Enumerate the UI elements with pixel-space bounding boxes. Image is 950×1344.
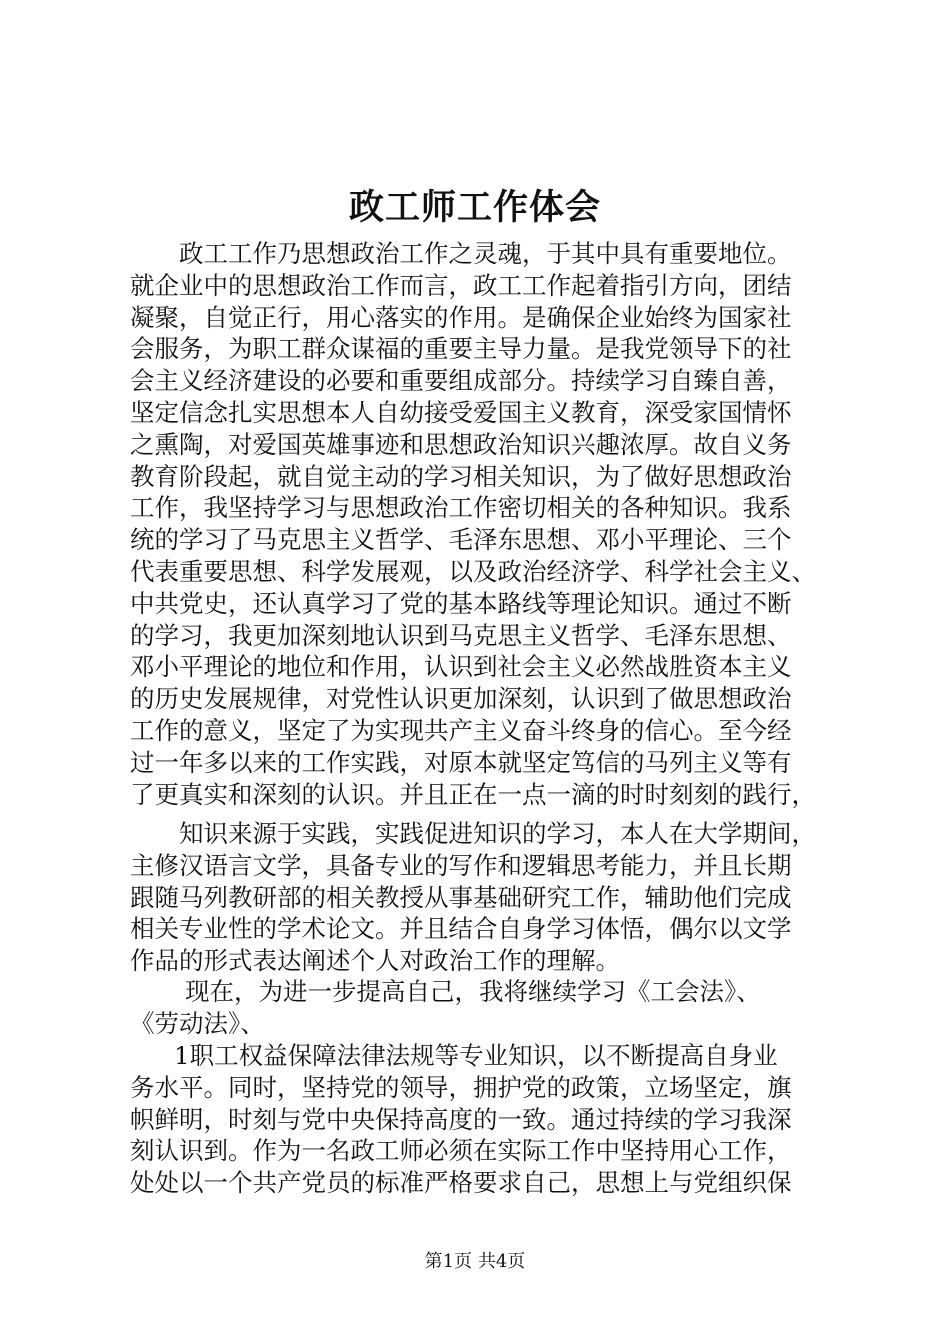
paragraph-3: [130, 976, 835, 1040]
text-line: 就企业中的思想政治工作而言，政工工作起着指引方向，团结: [130, 270, 792, 300]
text-line: 凝聚，自觉正行，用心落实的作用。是确保企业始终为国家社: [130, 302, 792, 332]
paragraph-2: [130, 818, 835, 977]
text-line: 务水平。同时，坚持党的领导，拥护党的政策，立场坚定，旗: [130, 1072, 792, 1102]
text-line: 帜鲜明，时刻与党中央保持高度的一致。通过持续的学习我深: [130, 1104, 792, 1134]
paragraph-1: [130, 238, 835, 810]
document-title: 政工师工作体会: [348, 187, 601, 228]
page-footer: 第1页 共4页: [424, 1251, 526, 1272]
text-line: 知识来源于实践，实践促进知识的学习，本人在大学期间，: [179, 819, 816, 848]
text-line: 主修汉语言文学，具备专业的写作和逻辑思考能力，并且长期: [130, 850, 792, 880]
text-line: 中共党史，还认真学习了党的基本路线等理论知识。通过不断: [130, 588, 792, 618]
text-line: 《劳动法》、: [130, 1008, 265, 1038]
text-line: 了更真实和深刻的认识。并且正在一点一滴的时时刻刻的践行，: [130, 779, 816, 809]
text-line: 作品的形式表达阐述个人对政治工作的理解。: [130, 946, 620, 976]
text-line: 邓小平理论的地位和作用，认识到社会主义必然战胜资本主义: [130, 652, 792, 682]
text-line: 教育阶段起，就自觉主动的学习相关知识，为了做好思想政治: [130, 461, 792, 491]
text-line: 会主义经济建设的必要和重要组成部分。持续学习自臻自善，: [130, 366, 792, 396]
text-line: 政工工作乃思想政治工作之灵魂，于其中具有重要地位。: [179, 239, 792, 268]
text-line: 相关专业性的学术论文。并且结合自身学习体悟，偶尔以文学: [130, 914, 792, 944]
text-line: 工作，我坚持学习与思想政治工作密切相关的各种知识。我系: [130, 493, 792, 523]
text-line: 刻认识到。作为一名政工师必须在实际工作中坚持用心工作，: [130, 1136, 792, 1166]
text-line: 处处以一个共产党员的标准严格要求自己，思想上与党组织保: [130, 1168, 792, 1198]
text-line: 坚定信念扎实思想本人自幼接受爱国主义教育，深受家国情怀: [130, 397, 792, 427]
text-line: 代表重要思想、科学发展观，以及政治经济学、科学社会主义、: [130, 556, 816, 586]
paragraph-4: [130, 1040, 835, 1199]
text-line: 工作的意义，坚定了为实现共产主义奋斗终身的信心。至今经: [130, 715, 792, 745]
text-line: 之熏陶，对爱国英雄事迹和思想政治知识兴趣浓厚。故自义务: [130, 429, 792, 459]
text-line: 现在，为进一步提高自己，我将继续学习《工会法》、: [185, 977, 761, 1006]
text-line: 的历史发展规律，对党性认识更加深刻，认识到了做思想政治: [130, 684, 792, 714]
text-line: 统的学习了马克思主义哲学、毛泽东思想、邓小平理论、三个: [130, 525, 792, 555]
text-line: 过一年多以来的工作实践，对原本就坚定笃信的马列主义等有: [130, 747, 792, 777]
text-line: 会服务，为职工群众谋福的重要主导力量。是我党领导下的社: [130, 334, 792, 364]
text-line: 跟随马列教研部的相关教授从事基础研究工作，辅助他们完成: [130, 882, 792, 912]
text-line: 1职工权益保障法律法规等专业知识，以不断提高自身业: [174, 1041, 778, 1070]
text-line: 的学习，我更加深刻地认识到马克思主义哲学、毛泽东思想、: [130, 620, 792, 650]
